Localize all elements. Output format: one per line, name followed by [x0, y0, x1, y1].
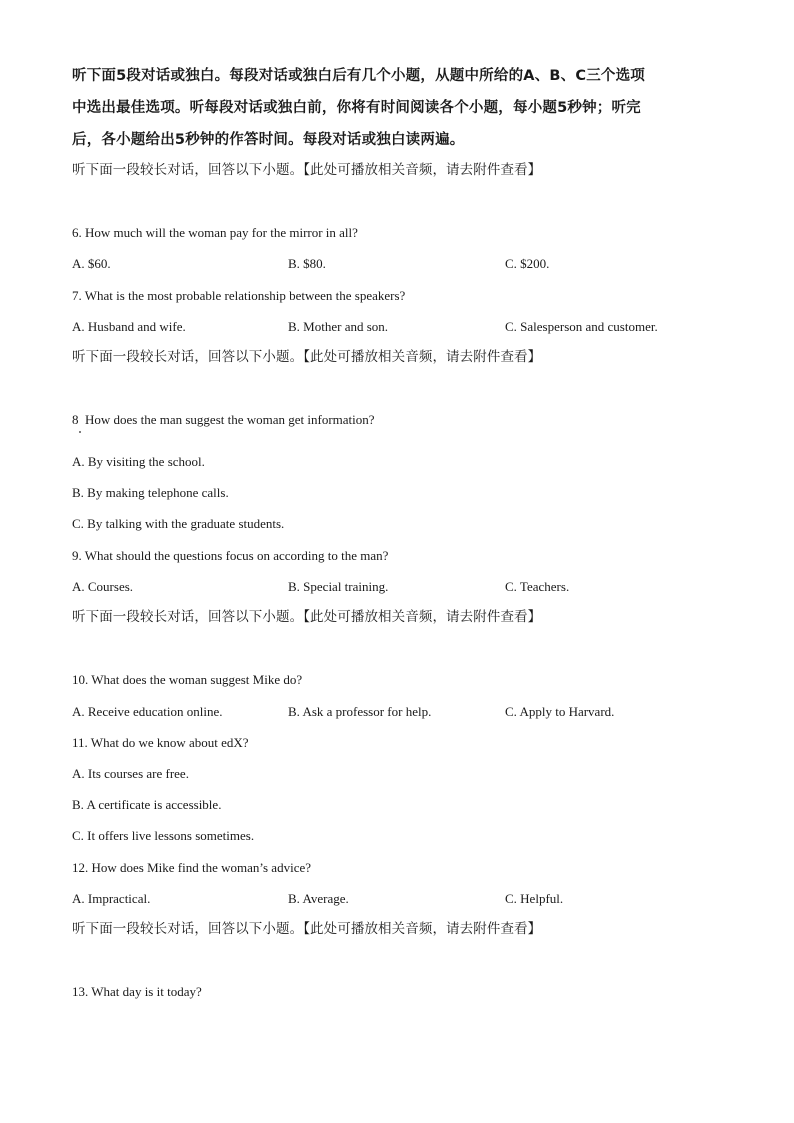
question-13 [72, 984, 202, 1000]
section-instructions-line-2: 中选出最佳选项。听每段对话或独白前，你将有时间阅读各个小题，每小题5秒钟；听完 [72, 100, 641, 116]
audio-note: 听下面一段较长对话，回答以下小题。【此处可播放相关音频，请去附件查看】 [72, 162, 542, 178]
option-c: C. Helpful. [505, 891, 564, 906]
section-instructions-line-1: 听下面5段对话或独白。每段对话或独白后有几个小题，从题中所给的A、B、C三个选项 [72, 68, 646, 84]
option-a: A. Courses. [72, 579, 134, 594]
question-text: What should the questions focus on according to the man? [84, 548, 389, 563]
question-number: 9. [72, 548, 82, 563]
question-text: What is the most probable relationship between the speakers? [84, 288, 406, 303]
option-c: C. Salesperson and customer. [505, 319, 658, 334]
stray-dot [79, 431, 81, 433]
option-b: B. Average. [288, 891, 349, 906]
question-12 [72, 860, 311, 876]
option-a: A. Impractical. [72, 891, 151, 906]
question-11 [72, 735, 249, 751]
section-instructions-line-3: 后，各小题给出5秒钟的作答时间。每段对话或独白读两遍。 [72, 132, 465, 148]
question-7-options [72, 319, 732, 335]
option-c: C. Apply to Harvard. [505, 704, 615, 719]
question-7 [72, 288, 405, 304]
audio-note: 听下面一段较长对话，回答以下小题。【此处可播放相关音频，请去附件查看】 [72, 349, 542, 365]
question-10 [72, 672, 302, 688]
option-a: A. Its courses are free. [72, 766, 189, 781]
question-number: 13. [72, 984, 89, 999]
option-b: B. A certificate is accessible. [72, 797, 222, 812]
option-b: B. $80. [288, 256, 326, 271]
option-b: B. Mother and son. [288, 319, 389, 334]
option-a: A. Husband and wife. [72, 319, 186, 334]
question-9-options [72, 579, 732, 595]
question-10-options [72, 704, 732, 720]
question-number: 11. [72, 735, 88, 750]
option-b: B. Ask a professor for help. [288, 704, 432, 719]
question-6-options [72, 256, 732, 272]
question-number: 7. [72, 288, 82, 303]
option-c: C. $200. [505, 256, 550, 271]
question-text: What do we know about edX? [90, 735, 249, 750]
question-6 [72, 225, 358, 241]
question-text: What day is it today? [91, 984, 202, 999]
option-a: A. Receive education online. [72, 704, 223, 719]
option-c: C. It offers live lessons sometimes. [72, 828, 255, 843]
question-number: 8 [72, 412, 79, 427]
question-12-options [72, 891, 732, 907]
option-b: B. Special training. [288, 579, 389, 594]
option-b: B. By making telephone calls. [72, 485, 229, 500]
question-text: How much will the woman pay for the mirror in all? [85, 225, 358, 240]
question-8 [72, 412, 375, 428]
question-text: How does Mike find the woman’s advice? [91, 860, 312, 875]
question-number: 10. [72, 672, 89, 687]
question-9 [72, 548, 388, 564]
question-number: 12. [72, 860, 89, 875]
option-c: C. Teachers. [505, 579, 570, 594]
option-c: C. By talking with the graduate students. [72, 516, 285, 531]
audio-note: 听下面一段较长对话，回答以下小题。【此处可播放相关音频，请去附件查看】 [72, 609, 542, 625]
question-text: What does the woman suggest Mike do? [91, 672, 303, 687]
option-a: A. By visiting the school. [72, 454, 205, 469]
question-text: How does the man suggest the woman get information? [85, 412, 375, 427]
option-a: A. $60. [72, 256, 111, 271]
question-number: 6. [72, 225, 82, 240]
audio-note: 听下面一段较长对话，回答以下小题。【此处可播放相关音频，请去附件查看】 [72, 921, 542, 937]
